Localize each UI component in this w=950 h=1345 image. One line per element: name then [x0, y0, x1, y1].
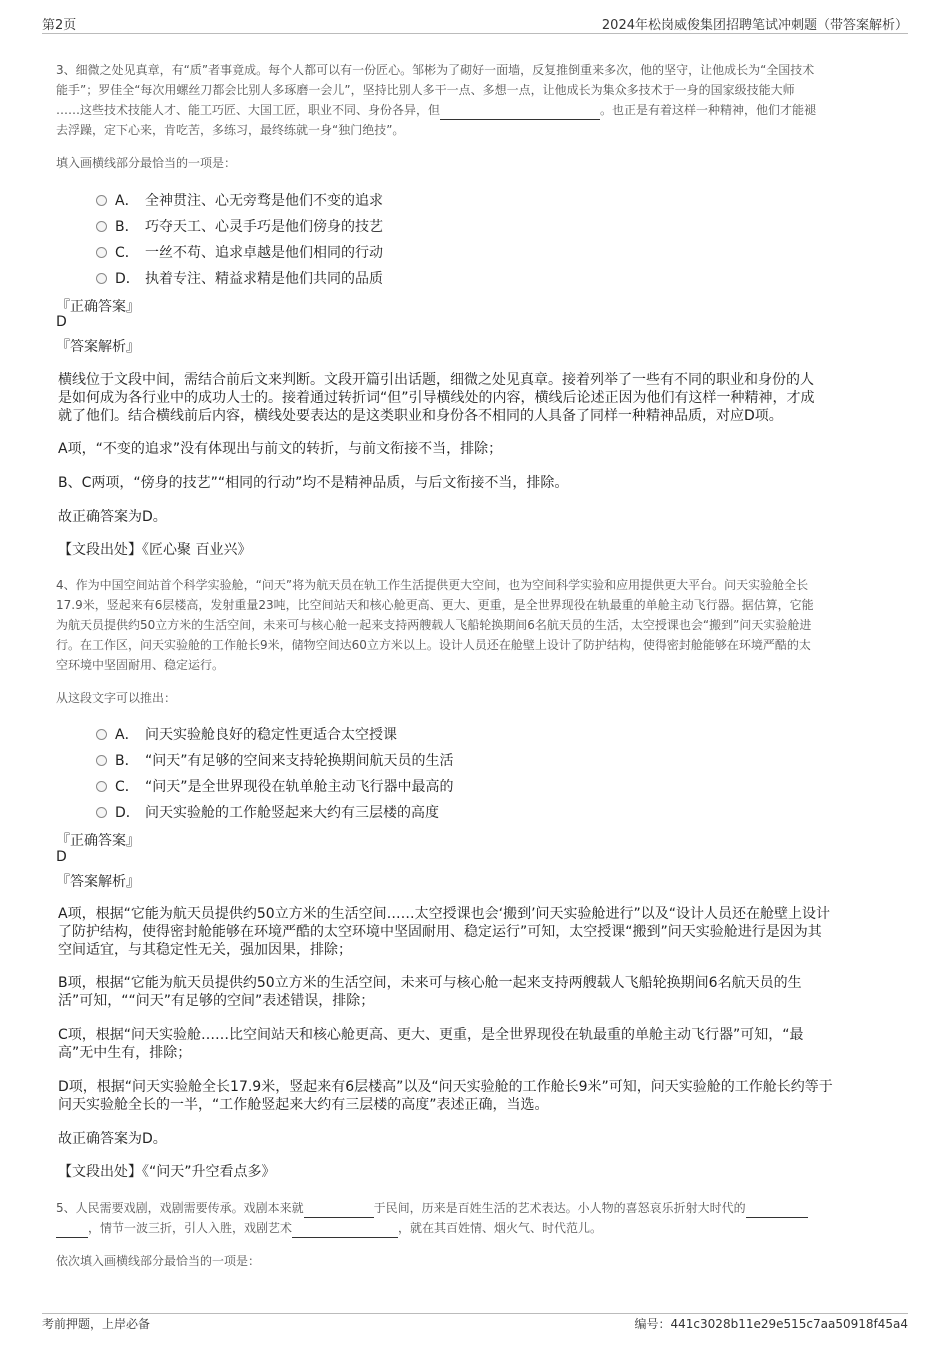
option-letter: B． [115, 219, 139, 235]
footer-slogan: 考前押题，上岸必备 [42, 1317, 151, 1331]
option-letter: B． [115, 753, 139, 769]
q4-analysis-a-2: 了防护结构，使得密封舱能够在环境严酷的太空环境中坚固耐用、稳定运行”可知，太空授课“搬到”问天实验舱进行是因为其 [58, 924, 822, 940]
q5-blank-3 [292, 1225, 398, 1238]
q4-analysis-label: 『答案解析』 [56, 874, 140, 890]
q4-source: 【文段出处】《“问天”升空看点多》 [58, 1164, 276, 1180]
q3-analysis-line-6: 故正确答案为D。 [58, 509, 167, 525]
q4-analysis-b-2: 活”可知，““问天”有足够的空间”表述错误，排除； [58, 993, 375, 1009]
q3-analysis-line-4: A项，“不变的追求”没有体现出与前文的转折，与前文衔接不当，排除； [58, 441, 503, 457]
option-text: “问天”是全世界现役在轨单舱主动飞行器中最高的 [145, 779, 454, 795]
q5-stem-2c: ，就在其百姓情、烟火气、时代范儿。 [398, 1221, 603, 1235]
q4-stem-line-5: 空环境中坚固耐用、稳定运行。 [56, 658, 225, 672]
radio-icon[interactable] [96, 195, 107, 206]
q4-option-a[interactable] [96, 724, 397, 744]
footer-divider [42, 1313, 908, 1314]
q5-stem-line-1 [56, 1198, 808, 1218]
q3-stem-line-2: 能手”；罗佳全“每次用螺丝刀都会比别人多琢磨一会儿”，坚持比别人多干一点、多想一点，让他成长为集众多技术于一身的国家级技能大师 [56, 83, 795, 97]
q3-stem-line-3b: 。也正是有着这样一种精神，他们才能褪 [600, 103, 817, 117]
radio-icon[interactable] [96, 755, 107, 766]
q5-stem-1a: 5、人民需要戏剧，戏剧需要传承。戏剧本来就 [56, 1201, 304, 1215]
q3-stem-line-3 [56, 100, 816, 120]
option-letter: A． [115, 193, 139, 209]
q3-analysis-line-2: 是如何成为各行业中的成功人士的。接着通过转折词“但”引导横线处的内容，横线后论述正因为他们有这样一种精神，才成 [58, 390, 815, 406]
q5-prompt: 依次填入画横线部分最恰当的一项是： [56, 1254, 261, 1268]
q3-option-d[interactable] [96, 268, 383, 288]
radio-icon[interactable] [96, 729, 107, 740]
q4-answer-label: 『正确答案』 [56, 833, 140, 849]
q3-stem-line-1: 3、细微之处见真章，有“质”者事竟成。每个人都可以有一份匠心。邹彬为了砌好一面墙，反复推倒重来多次，他的坚守，让他成长为“全国技术 [56, 63, 815, 77]
option-text: “问天”有足够的空间来支持轮换期间航天员的生活 [145, 753, 454, 769]
q4-stem-line-3: 为航天员提供约50立方米的生活空间，未来可与核心舱一起来支持两艘载人飞船轮换期间6名航天员的生活，太空授课也会“搬到”问天实验舱进 [56, 618, 812, 632]
q4-analysis-d-2: 问天实验舱全长的一半，“工作舱竖起来大约有三层楼的高度”表述正确，当选。 [58, 1097, 549, 1113]
q4-option-b[interactable] [96, 750, 454, 770]
option-letter: D． [115, 805, 140, 821]
radio-icon[interactable] [96, 807, 107, 818]
q4-conclusion: 故正确答案为D。 [58, 1131, 167, 1147]
q4-analysis-b-1: B项，根据“它能为航天员提供约50立方米的生活空间，未来可与核心舱一起来支持两艘载人飞船轮换期间6名航天员的生 [58, 975, 802, 991]
option-text: 一丝不苟、追求卓越是他们相同的行动 [145, 245, 383, 261]
q4-analysis-a-1: A项，根据“它能为航天员提供约50立方米的生活空间……太空授课也会‘搬到’问天实验舱进行”以及“设计人员还在舱壁上设计 [58, 906, 831, 922]
radio-icon[interactable] [96, 781, 107, 792]
page-number: 第2页 [42, 18, 77, 33]
option-text: 执着专注、精益求精是他们共同的品质 [145, 271, 383, 287]
q4-analysis-a-3: 空间适宜，与其稳定性无关，强加因果，排除； [58, 942, 352, 958]
q4-stem-line-2: 17.9米，竖起来有6层楼高，发射重量23吨，比空间站天和核心舱更高、更大、更重，是全世界现役在轨最重的单舱主动飞行器。据估算，它能 [56, 598, 814, 612]
q3-analysis-line-3: 就了他们。结合横线前后内容，横线处要表达的是这类职业和身份各不相同的人具备了同样一种精神品质，对应D项。 [58, 408, 783, 424]
radio-icon[interactable] [96, 221, 107, 232]
q3-blank [440, 107, 600, 120]
q5-blank-2-cont [56, 1225, 88, 1238]
q4-prompt: 从这段文字可以推出： [56, 691, 177, 705]
q3-option-a[interactable] [96, 190, 383, 210]
q5-stem-line-2 [56, 1218, 602, 1238]
q5-blank-1 [304, 1205, 374, 1218]
q3-stem-line-3a: ……这些技术技能人才、能工巧匠、大国工匠，职业不同、身份各异，但 [56, 103, 441, 117]
q5-blank-2 [746, 1205, 808, 1218]
q4-stem-line-1: 4、作为中国空间站首个科学实验舱，“问天”将为航天员在轨工作生活提供更大空间，也为空间科学实验和应用提供更大平台。问天实验舱全长 [56, 578, 809, 592]
q3-analysis-line-5: B、C两项，“傍身的技艺”“相同的行动”均不是精神品质，与后文衔接不当，排除。 [58, 475, 569, 491]
option-letter: C． [115, 245, 139, 261]
option-letter: D． [115, 271, 140, 287]
document-title: 2024年松岗威俊集团招聘笔试冲刺题（带答案解析） [601, 18, 908, 33]
q4-analysis-c-1: C项，根据“问天实验舱……比空间站天和核心舱更高、更大、更重，是全世界现役在轨最重的单舱主动飞行器”可知，“最 [58, 1027, 804, 1043]
option-text: 问天实验舱的工作舱竖起来大约有三层楼的高度 [145, 805, 439, 821]
q3-analysis-line-1: 横线位于文段中间，需结合前后文来判断。文段开篇引出话题，细微之处见真章。接着列举了一些有不同的职业和身份的人 [58, 372, 814, 388]
q4-analysis-c-2: 高”无中生有，排除； [58, 1045, 192, 1061]
q4-option-d[interactable] [96, 802, 439, 822]
q3-answer-label: 『正确答案』 [56, 299, 140, 315]
header-divider [42, 33, 908, 34]
option-letter: A． [115, 727, 139, 743]
q3-source: 【文段出处】《匠心聚 百业兴》 [58, 542, 252, 558]
option-text: 全神贯注、心无旁骛是他们不变的追求 [145, 193, 383, 209]
q3-prompt: 填入画横线部分最恰当的一项是： [56, 156, 237, 170]
q4-option-c[interactable] [96, 776, 454, 796]
option-text: 巧夺天工、心灵手巧是他们傍身的技艺 [145, 219, 383, 235]
radio-icon[interactable] [96, 273, 107, 284]
q5-stem-2b: ，情节一波三折，引人入胜，戏剧艺术 [88, 1221, 293, 1235]
q4-answer: D [56, 849, 67, 865]
option-text: 问天实验舱良好的稳定性更适合太空授课 [145, 727, 397, 743]
q5-stem-1b: 于民间，历来是百姓生活的艺术表达。小人物的喜怒哀乐折射大时代的 [373, 1201, 746, 1215]
q3-answer: D [56, 314, 67, 330]
q4-analysis-d-1: D项，根据“问天实验舱全长17.9米，竖起来有6层楼高”以及“问天实验舱的工作舱长9米”可知，问天实验舱的工作舱长约等于 [58, 1079, 833, 1095]
document-id: 编号：441c3028b11e29e515c7aa50918f45a4 [634, 1317, 908, 1331]
q3-option-b[interactable] [96, 216, 383, 236]
radio-icon[interactable] [96, 247, 107, 258]
q4-stem-line-4: 行。在工作区，问天实验舱的工作舱长9米，储物空间达60立方米以上。设计人员还在舱壁上设计了防护结构，使得密封舱能够在环境严酷的太 [56, 638, 811, 652]
q3-analysis-label: 『答案解析』 [56, 339, 140, 355]
q3-stem-line-4: 去浮躁，定下心来，肯吃苦，多练习，最终练就一身“独门绝技”。 [56, 123, 405, 137]
option-letter: C． [115, 779, 139, 795]
q3-option-c[interactable] [96, 242, 383, 262]
